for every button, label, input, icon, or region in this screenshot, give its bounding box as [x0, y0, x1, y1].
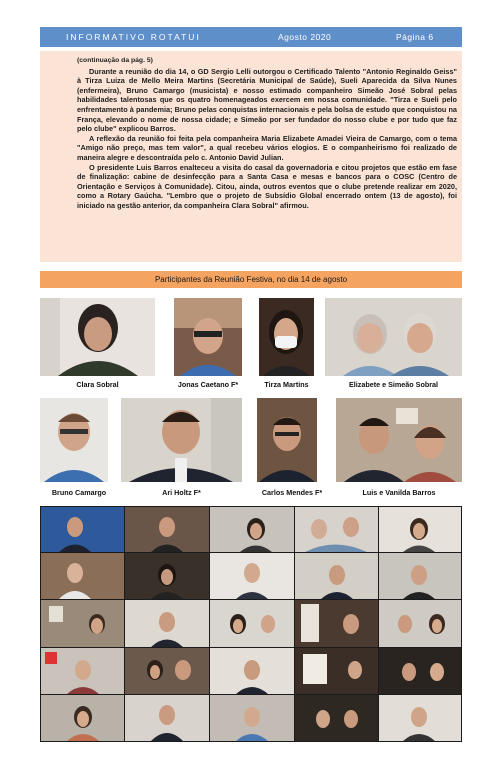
video-tile: [41, 695, 124, 741]
participant-photo: [336, 398, 462, 482]
article-paragraph: Durante a reunião do dia 14, o GD Sergio Lelli outorgou o Certificado Talento "Antonio Reginaldo Geiss" à Tirza Luiza de Mello Meira Martins (Secretária Municipal de Saúde), Sueli Aparecida da Silva Nunes (enfermeira), Bruno Camargo (musicista) e nosso estimado companheiro Simeão José Sobral pelas habilidades talentosas que os quatro homenageados exercem em nossa comunidade. "Tirza e Sueli pelo enfrentamento à pandemia; Bruno pelas conquistas internacionais e pela bolsa de estudo que conquistou na França, elevando o nome de nossa cidade; e Simeão por ser fundador do nosso clube e por tudo que faz pelo clube" explicou Barros.: [77, 66, 457, 134]
participant-caption: Carlos Mendes F*: [261, 488, 323, 497]
video-call-grid: [40, 506, 462, 742]
video-tile: [379, 695, 461, 741]
participant-caption: Ari Holtz F*: [162, 488, 201, 497]
article-paragraph: A reflexão da reunião foi feita pela companheira Maria Elizabete Amadei Vieira de Camargo, com o tema "Amigo não preço, mas tem valor", a qual recebeu vários elogios. E o companheirismo foi realizado de maneira alegre e descontraída pelo c. Antonio David Julian.: [77, 133, 457, 162]
participant-caption: Bruno Camargo: [51, 488, 107, 497]
video-tile: [295, 695, 378, 741]
video-tile: [125, 648, 209, 694]
participant-photo: [40, 398, 108, 482]
video-tile: [379, 648, 461, 694]
participant-caption: Tirza Martins: [264, 380, 309, 389]
participant-photo: [121, 398, 242, 482]
video-tile: [210, 648, 294, 694]
video-tile: [41, 600, 124, 647]
video-tile: [125, 600, 209, 647]
video-tile: [295, 600, 378, 647]
continuation-note: (continuação da pág. 5): [77, 57, 153, 64]
participant-photo: [259, 298, 314, 376]
participants-banner: Participantes da Reunião Festiva, no dia 14 de agosto: [40, 271, 462, 288]
participant-caption: Luis e Vanilda Barros: [362, 488, 436, 497]
participant-caption: Elizabete e Simeão Sobral: [348, 380, 439, 389]
video-tile: [125, 507, 209, 552]
article-paragraph: O presidente Luis Barros enalteceu a visita do casal da governadoria e citou projetos que estão em fase de finalização: cabine de desinfecção para a Santa Casa e mesas e bancos para o COSC (Centro de Orientação e Serviços à Comunidade). Citou, ainda, outros eventos que o clube pretende realizar em 2020, como a Rotary Gaúcha. "Lembro que o projeto de Subsídio Global encerrado ontem (13 de agosto), foi iniciado na gestão anterior, da companheira Clara Sobral" afirmou.: [77, 162, 457, 210]
video-tile: [379, 600, 461, 647]
video-tile: [125, 695, 209, 741]
page-number: Página 6: [396, 32, 434, 42]
participant-photo: [257, 398, 317, 482]
video-tile: [41, 648, 124, 694]
video-tile: [295, 507, 378, 552]
participant-photo: [325, 298, 462, 376]
video-tile: [210, 553, 294, 599]
issue-date: Agosto 2020: [278, 32, 332, 42]
article-text: [77, 56, 457, 211]
video-tile: [210, 695, 294, 741]
participant-photo: [174, 298, 242, 376]
video-tile: [125, 553, 209, 599]
article-box: [40, 51, 462, 262]
video-tile: [295, 648, 378, 694]
page-header: [40, 27, 462, 47]
participant-caption: Clara Sobral: [76, 380, 119, 389]
participant-caption: Jonas Caetano F*: [177, 380, 239, 389]
video-tile: [379, 507, 461, 552]
video-tile: [41, 507, 124, 552]
video-tile: [41, 553, 124, 599]
newsletter-title: INFORMATIVO ROTATUI: [66, 32, 201, 42]
participant-photo: [40, 298, 155, 376]
video-tile: [295, 553, 378, 599]
video-tile: [379, 553, 461, 599]
video-tile: [210, 507, 294, 552]
video-tile: [210, 600, 294, 647]
